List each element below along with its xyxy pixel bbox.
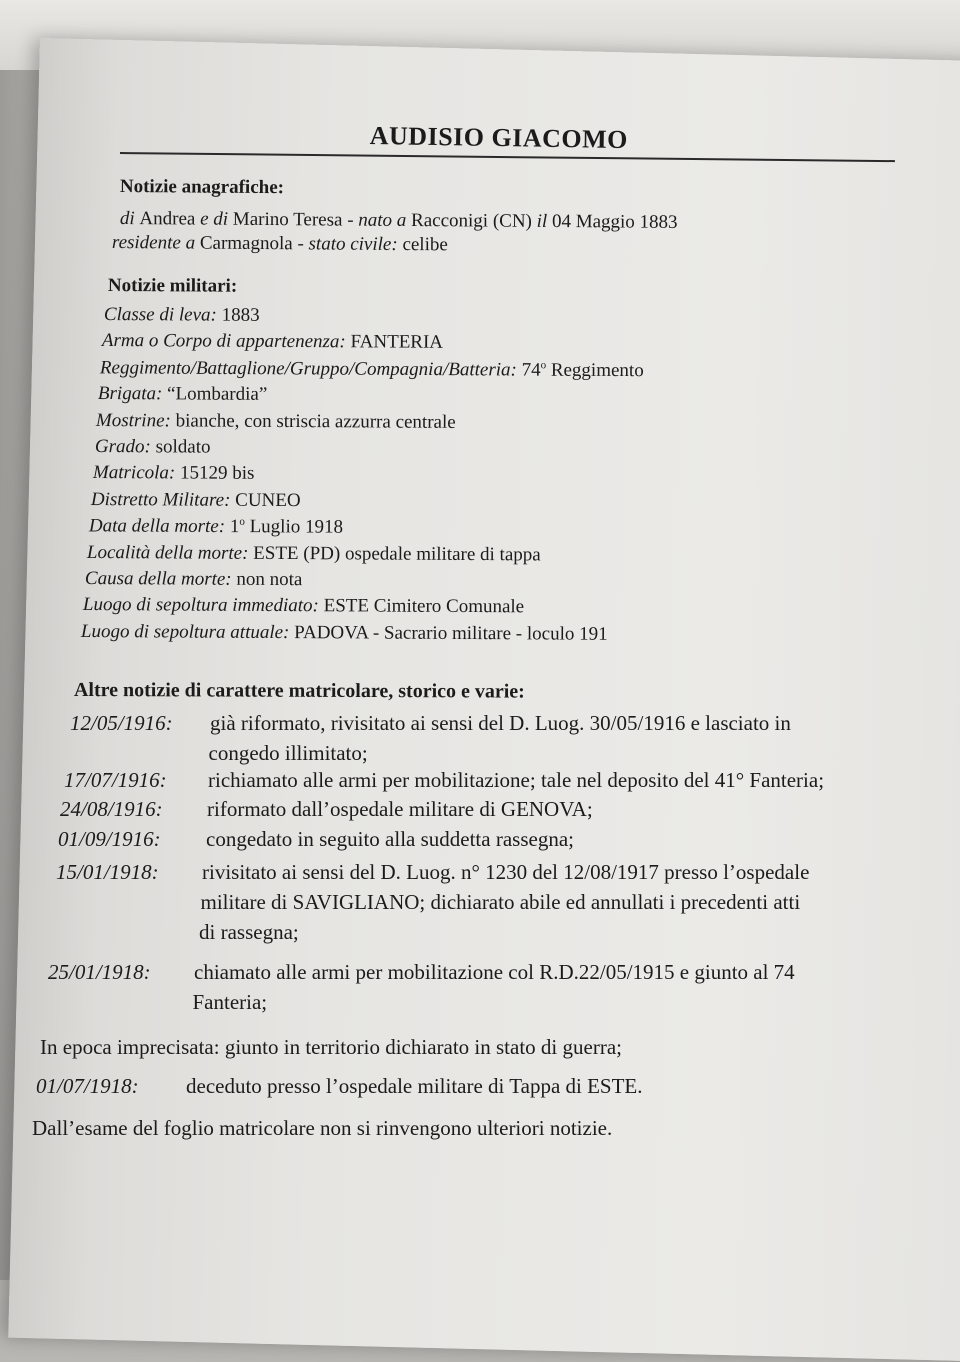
field-label: Matricola: <box>92 462 180 484</box>
field-value: ESTE Cimitero Comunale <box>323 595 525 618</box>
field-value: “Lombardia” <box>167 383 268 406</box>
anagrafiche-text: Racconigi (CN) <box>411 210 537 232</box>
entry-text: chiamato alle armi per mobilitazione col R.D.22/05/1915 e giunto al 74 <box>194 960 795 984</box>
entry-text: richiamato alle armi per mobilitazione; tale nel deposito del 41° Fanteria; <box>208 768 825 792</box>
entry-date: 25/01/1918: <box>48 960 151 984</box>
anagrafiche-text: Carmagnola <box>199 232 298 255</box>
field-value: 1 <box>229 516 240 538</box>
field-label: Reggimento/Battaglione/Gruppo/Compagnia/Batteria: <box>100 357 522 381</box>
militari-field <box>92 462 254 485</box>
entry-date: 17/07/1916: <box>64 768 167 792</box>
closing-note: Dall’esame del foglio matricolare non si rinvengono ulteriori notizie. <box>32 1116 613 1140</box>
anagrafiche-text: il <box>536 210 553 233</box>
field-label: Grado: <box>94 436 156 458</box>
field-value: PADOVA - Sacrario militare - loculo 191 <box>294 621 608 645</box>
field-sup: o <box>540 359 547 372</box>
field-label: Causa della morte: <box>84 568 237 590</box>
entry-text: già riformato, rivisitato ai sensi del D. Luog. 30/05/1916 e lasciato in <box>210 711 791 735</box>
militari-field <box>104 304 260 327</box>
anagrafiche-text: - <box>297 233 309 255</box>
field-label: Mostrine: <box>96 409 177 432</box>
militari-field <box>89 515 343 539</box>
final-text: deceduto presso l’ospedale militare di Tappa di ESTE. <box>186 1074 643 1098</box>
entry-text: rivisitato ai sensi del D. Luog. n° 1230 del 12/08/1917 presso l’ospedale <box>202 860 810 884</box>
field-value: Luglio 1918 <box>244 516 343 538</box>
anagrafiche-heading: Notizie anagrafiche: <box>119 176 285 199</box>
field-label: Distretto Militare: <box>90 488 235 511</box>
field-value: non nota <box>236 568 303 591</box>
field-label: Data della morte: <box>88 515 230 538</box>
field-label: Località della morte: <box>86 541 254 564</box>
anagrafiche-text: residente a <box>111 232 200 254</box>
anagrafiche-text: stato civile: <box>308 233 403 256</box>
anagrafiche-text: - <box>347 209 359 231</box>
entry-date: 12/05/1916: <box>70 711 173 735</box>
militari-field <box>81 621 608 646</box>
field-value: FANTERIA <box>350 331 444 354</box>
militari-field <box>102 330 443 354</box>
altre-heading: Altre notizie di carattere matricolare, storico e varie: <box>73 679 525 703</box>
entry-date: 24/08/1916: <box>60 797 163 821</box>
militari-field <box>85 568 303 591</box>
anagrafiche-text: Marino Teresa <box>232 208 348 231</box>
final-date: 01/07/1918: <box>36 1074 139 1098</box>
field-label: Luogo di sepoltura attuale: <box>81 620 295 643</box>
militari-field <box>100 357 644 382</box>
entry-text: riformato dall’ospedale militare di GENOVA; <box>207 797 593 821</box>
entry-text: di rassegna; <box>199 920 299 944</box>
entry-date: 15/01/1918: <box>56 860 159 884</box>
field-value: 74 <box>521 359 541 381</box>
field-label: Classe di leva: <box>103 304 222 326</box>
anagrafiche-text: e di <box>200 208 233 230</box>
title-rule <box>120 152 895 162</box>
militari-field <box>94 436 210 459</box>
entry-text: militare di SAVIGLIANO; dichiarato abile ed annullati i precedenti atti <box>200 890 801 914</box>
field-label: Brigata: <box>98 383 168 405</box>
entry-text: congedo illimitato; <box>208 741 368 765</box>
field-value: CUNEO <box>234 489 301 511</box>
anagrafiche-text: Andrea <box>139 208 201 230</box>
epoca-note: In epoca imprecisata: giunto in territorio dichiarato in stato di guerra; <box>40 1035 622 1059</box>
field-value: 1883 <box>221 304 260 326</box>
entry-date: 01/09/1916: <box>58 827 161 851</box>
anagrafiche-text: di <box>119 208 140 230</box>
anagrafiche-text: celibe <box>402 234 448 256</box>
militari-field <box>83 594 524 618</box>
field-label: Arma o Corpo di appartenenza: <box>101 330 351 353</box>
field-label: Luogo di sepoltura immediato: <box>82 594 324 617</box>
militari-field <box>96 410 456 434</box>
entry-text: congedato in seguito alla suddetta rassegna; <box>206 827 574 851</box>
militari-field <box>91 489 301 512</box>
anagrafiche-line2 <box>112 232 448 256</box>
field-value: bianche, con striscia azzurra centrale <box>175 410 457 433</box>
anagrafiche-text: 04 Maggio 1883 <box>551 211 678 233</box>
field-value: Reggimento <box>546 359 644 381</box>
field-value: soldato <box>155 436 211 458</box>
anagrafiche-text: nato a <box>358 209 412 232</box>
field-value: ESTE (PD) ospedale militare di tappa <box>253 542 541 565</box>
page-title: AUDISIO GIACOMO <box>369 121 629 155</box>
field-value: 15129 bis <box>179 462 255 485</box>
militari-field <box>87 542 541 566</box>
anagrafiche-line1 <box>120 208 678 234</box>
militari-field <box>98 383 267 406</box>
entry-text: Fanteria; <box>192 990 268 1014</box>
militari-heading: Notizie militari: <box>107 275 238 297</box>
field-sup: o <box>239 515 245 529</box>
